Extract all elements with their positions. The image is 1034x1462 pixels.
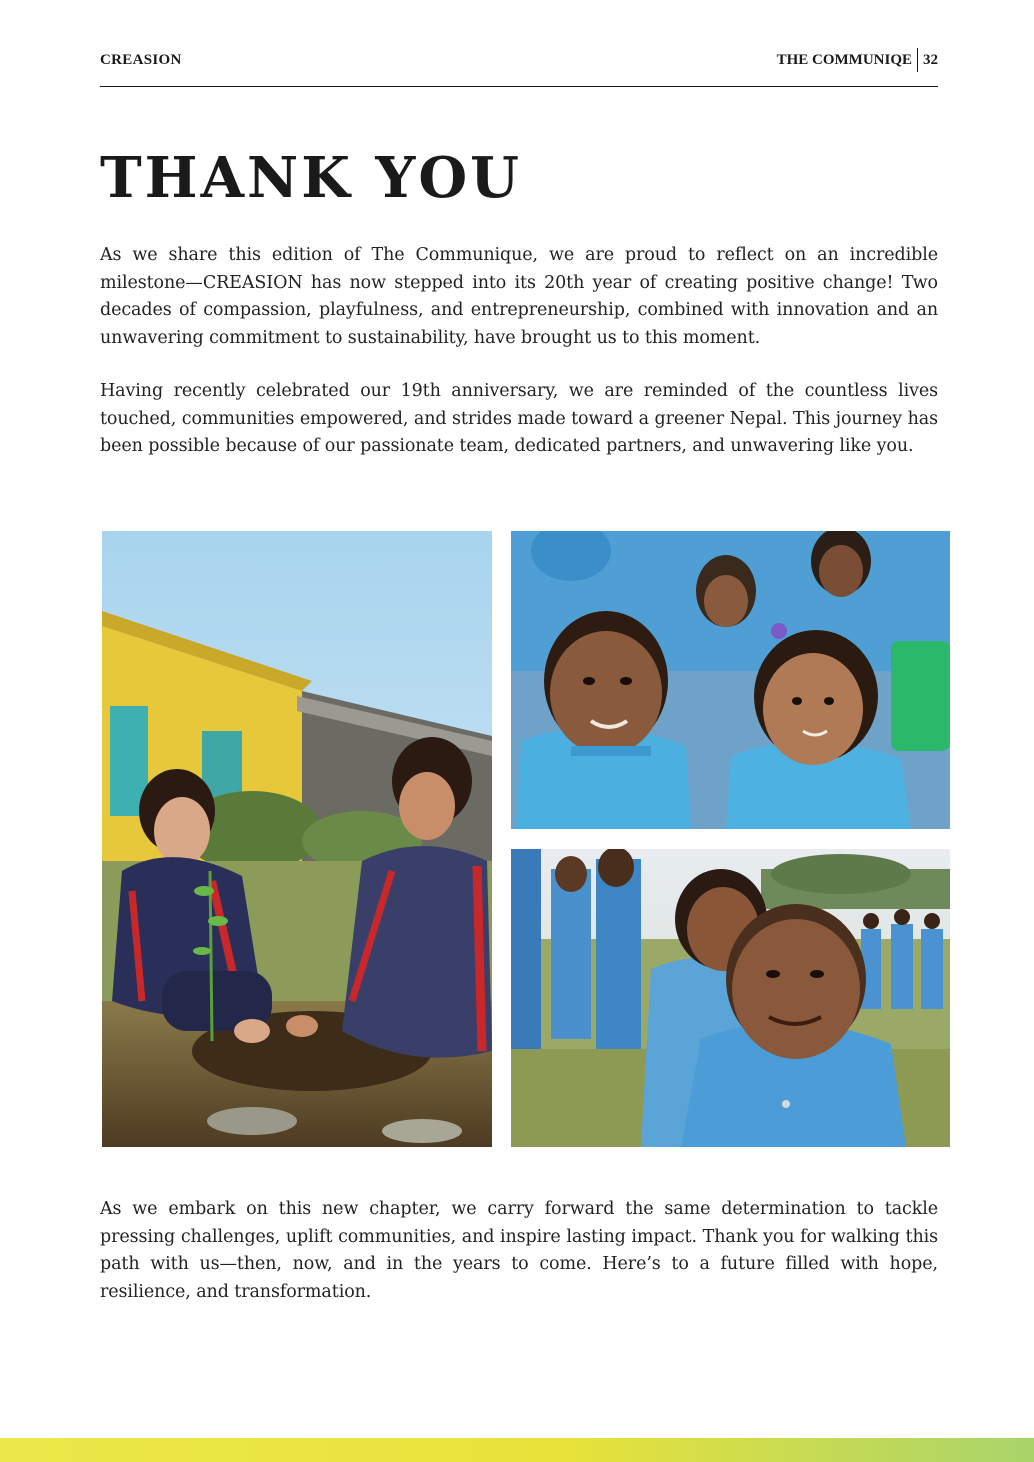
closing-paragraph: As we embark on this new chapter, we carry forward the same determination to tackle pressing challenges, uplift communities, and inspire lasting impact. Thank you for walking this path with us—then, now, and in the years to come. Here’s to a future filled with hope, resilience, and transformation. <box>100 1199 938 1302</box>
page-number: 32 <box>923 51 938 68</box>
tree-planting-photo <box>102 531 492 1147</box>
smiling-student-photo <box>511 849 950 1147</box>
publication-label <box>777 48 938 72</box>
intro-paragraph: As we share this edition of The Communique, we are proud to reflect on an incredible milestone—CREASION has now stepped into its 20th year of creating positive change! Two decades of compassion, playfulness, and entrepreneurship, combined with innovation and an unwavering commitment to sustainability, have brought us to this moment. <box>100 245 938 348</box>
page-header <box>100 48 938 87</box>
brand-name: CREASION <box>100 52 182 68</box>
anniversary-paragraph: Having recently celebrated our 19th anniversary, we are reminded of the countless lives touched, communities empowered, and strides made toward a greener Nepal. This journey has been possible because of our passionate team, dedicated partners, and unwavering like you. <box>100 381 938 456</box>
publication-title: THE COMMUNIQE <box>776 51 912 68</box>
header-divider <box>917 48 918 72</box>
page-title: THANK YOU <box>100 145 522 211</box>
footer-gradient-bar <box>0 1438 1034 1462</box>
children-group-photo <box>511 531 950 829</box>
